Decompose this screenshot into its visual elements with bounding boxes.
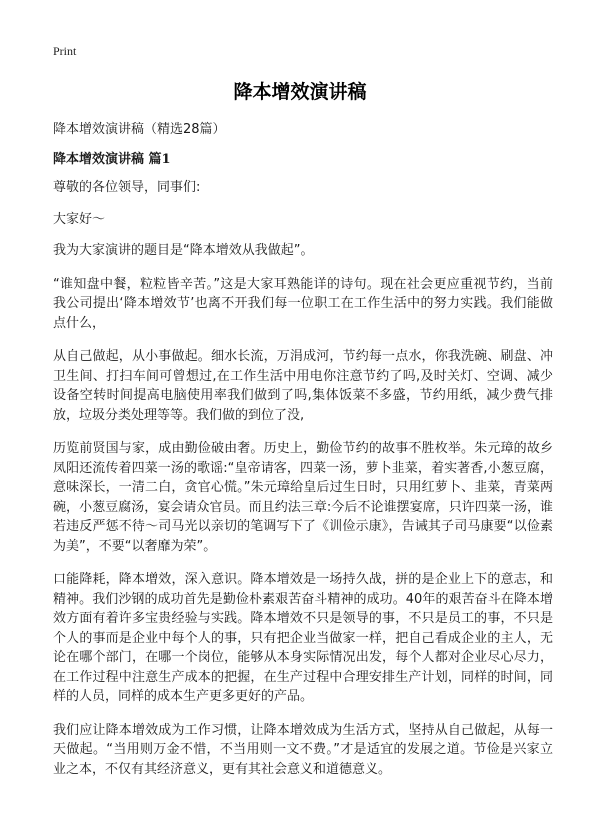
print-link[interactable]: Print	[53, 44, 77, 58]
body-paragraph: 我们应让降本增效成为工作习惯，让降本增效成为生活方式，坚持从自己做起，从每一天做起。“当用则万金不惜，不当用则一文不费。”才是适宜的发展之道。节俭是兴家立业之本，不仅有其经济意义，更有其社会意义和道德意义。	[53, 722, 553, 777]
body-paragraph: 从自己做起，从小事做起。细水长流，万涓成河，节约每一点水，你我洗碗、刷盘、冲卫生间、打扫车间可曾想过,在工作生活中用电你注意节约了吗,及时关灯、空调、减少设备空转时间提高电脑使用率我们做到了吗,集体饭菜不多盛，节约用纸，减少费气排放，垃圾分类处理等等。我们做的到位了没,	[53, 349, 553, 423]
section-heading: 降本增效演讲稿 篇1	[53, 151, 171, 167]
body-paragraph: “谁知盘中餐，粒粒皆辛苦。”这是大家耳熟能详的诗句。现在社会更应重视节约，当前我公司提出‘降本增效节’也离不开我们每一位职工在工作生活中的努力实践。我们能做点什么，	[53, 276, 553, 331]
topic-paragraph: 我为大家演讲的题目是“降本增效从我做起”。	[53, 243, 314, 258]
greeting-paragraph: 大家好～	[53, 211, 106, 227]
body-paragraph: 历览前贤国与家，成由勤俭破由奢。历史上，勤俭节约的故事不胜枚举。朱元璋的故乡凤阳还流传着四菜一汤的歌谣:“皇帝请客，四菜一汤，萝卜韭菜，着实著香,小葱豆腐，意味深长，一清二白，贪官心慌。”朱元璋给皇后过生日时，只用红萝卜、韭菜，青菜两碗，小葱豆腐汤，宴会请众官员。而且约法三章:今后不论谁摆宴席，只许四菜一汤，谁若违反严惩不待～司马光以亲切的笔调写下了《训俭示康》，告诫其子司马康要“以俭素为美”，不要“以奢靡为荣”。	[53, 441, 553, 554]
document-body	[53, 120, 553, 793]
document-title: 降本增效演讲稿	[233, 81, 367, 103]
salutation-paragraph: 尊敬的各位领导，同事们:	[53, 180, 201, 195]
document-subtitle: 降本增效演讲稿（精选28篇）	[53, 122, 226, 137]
body-paragraph: 口能降耗，降本增效，深入意识。降本增效是一场持久战，拼的是企业上下的意志，和精神。我们沙钢的成功首先是勤俭朴素艰苦奋斗精神的成功。40年的艰苦奋斗在降本增效方面有着许多宝贵经验与实践。降本增效不只是领导的事，不只是员工的事，不只是个人的事而是企业中每个人的事，只有把企业当做家一样，把自己看成企业的主人，无论在哪个部门，在哪一个岗位，能够从本身实际情况出发，每个人都对企业尽心尽力，在工作过程中注意生产成本的把握，在生产过程中合理安排生产计划，同样的时间，同样的人员，同样的成本生产更多更好的产品。	[53, 572, 553, 704]
